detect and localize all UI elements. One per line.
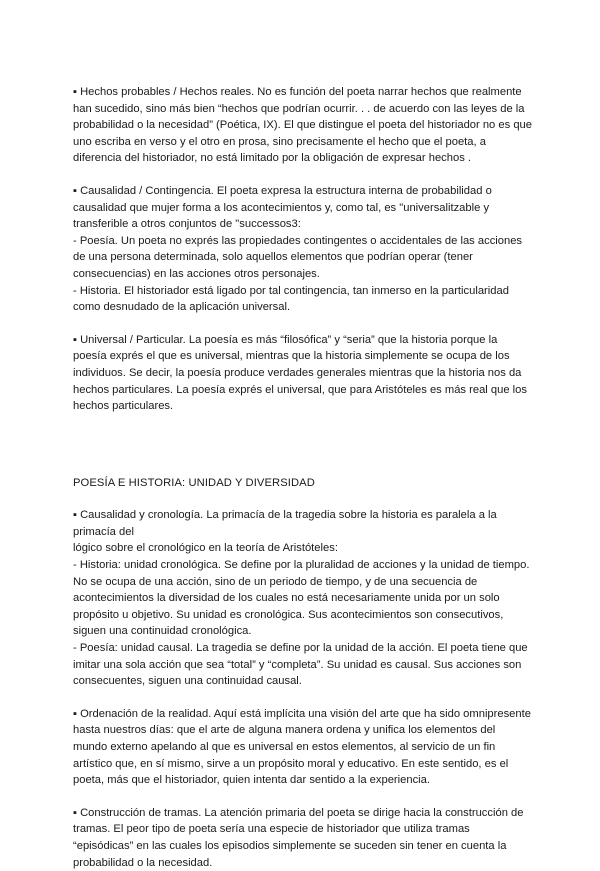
text-line: hechos particulares. La poesía exprés el universal, que para Aristóteles es más real que los: [73, 383, 527, 396]
paragraph-tramas: [73, 805, 530, 871]
text-line: - Poesía: unidad causal. La tragedia se define por la unidad de la acción. El poeta tiene que: [73, 642, 528, 655]
paragraph-spacer: [73, 690, 530, 706]
paragraph-spacer: [73, 789, 530, 805]
paragraph-spacer: [73, 316, 530, 332]
text-line: mundo externo apelando al que es universal en estos elementos, al servicio de un fin: [73, 741, 496, 753]
text-line: No se ocupa de una acción, sino de un periodo de tiempo, y de una secuencia de: [73, 575, 478, 588]
text-line: poesía exprés el que es universal, mientras que la historia simplemente se ocupa de los: [73, 350, 510, 363]
text-line: transferible a otros conjuntos de "successos3:: [73, 218, 301, 231]
text-line: - Historia: unidad cronológica. Se define por la pluralidad de acciones y la unidad de tiempo.: [73, 559, 530, 572]
text-line: artístico que, en sí mismo, sirve a un propósito moral y educativo. En este sentido, es el: [73, 757, 509, 770]
paragraph-universal: [73, 332, 530, 415]
text-line: ▪ Universal / Particular. La poesía es más “filosófica” y “seria” que la historia porque la: [73, 333, 498, 346]
paragraph-causalidad: [73, 183, 530, 316]
text-line: acontecimientos la diversidad de los cuales no está necesariamente unida por un solo: [73, 592, 500, 605]
text-line: causalidad que mujer forma a los acontecimientos y, como tal, es "universalitzable y: [73, 201, 490, 214]
text-line: hasta nuestros días: que el arte de alguna manera ordena y unifica los elementos del: [73, 724, 496, 737]
text-line: tramas. El peor tipo de poeta sería una especie de historiador que utiliza tramas: [73, 823, 470, 836]
text-line: imitar una sola acción que sea “total” y “completa”. Su unidad es causal. Sus acciones son: [73, 658, 522, 671]
paragraph-hechos: [73, 84, 530, 167]
text-line: de una persona determinada, solo aquellos elementos que podrían operar (tener: [73, 251, 473, 264]
text-line: propósito u objetivo. Su unidad es cronológica. Sus acontecimientos son consecutivos,: [73, 608, 504, 621]
text-line: han sucedido, sino más bien “hechos que podrían ocurrir. . . de acuerdo con las leyes de la: [73, 102, 525, 115]
section-heading: POESÍA E HISTORIA: UNIDAD Y DIVERSIDAD: [73, 476, 315, 489]
text-line: ▪ Construcción de tramas. La atención primaria del poeta se dirige hacia la construcción de: [73, 806, 524, 819]
paragraph-ordenacion: [73, 706, 530, 789]
text-line: ▪ Ordenación de la realidad. Aquí está implícita una visión del arte que ha sido omnipresente: [73, 707, 531, 720]
text-line: probabilidad o la necesidad.: [73, 856, 213, 869]
text-line: lógico sobre el cronológico en la teoría de Aristóteles:: [73, 542, 338, 555]
text-line: poeta, más que el historiador, quien intenta dar sentido a la experiencia.: [73, 774, 430, 787]
section-spacer: [73, 415, 530, 475]
text-line: probabilidad o la necesidad” (Poética, IX). El que distingue el poeta del historiador no es que: [73, 119, 532, 132]
text-line: ▪ Causalidad y cronología. La primacía de la tragedia sobre la historia es paralela a la: [73, 509, 497, 522]
text-line: hechos particulares.: [73, 400, 174, 413]
text-line: - Poesía. Un poeta no exprés las propiedades contingentes o accidentales de las acciones: [73, 234, 523, 247]
text-line: diferencia del historiador, no está limitado por la obligación de expresar hechos .: [73, 152, 472, 165]
text-line: siguen una continuidad cronológica.: [73, 625, 252, 638]
text-line: - Historia. El historiador está ligado por tal contingencia, tan inmerso en la particularidad: [73, 284, 509, 297]
text-line: “episódicas” en las cuales los episodios simplemente se suceden sin tener en cuenta la: [73, 839, 507, 852]
text-line: individuos. Se decir, la poesía produce verdades generales mientras que la historia nos da: [73, 366, 522, 379]
text-line: ▪ Causalidad / Contingencia. El poeta expresa la estructura interna de probabilidad o: [73, 184, 492, 197]
text-line: consecuencias) en las acciones otros personajes.: [73, 267, 320, 280]
paragraph-spacer: [73, 491, 530, 507]
text-line: consecuentes, siguen una continuidad causal.: [73, 675, 302, 688]
text-line: ▪ Hechos probables / Hechos reales. No es función del poeta narrar hechos que realmente: [73, 86, 522, 98]
text-line: como desnudado de la aplicación universal.: [73, 301, 291, 314]
paragraph-cronologia: [73, 507, 530, 690]
text-line: uno escriba en verso y el otro en prosa, sino precisamente el hecho que el poeta, a: [73, 135, 486, 148]
text-line: primacía del: [73, 525, 134, 538]
paragraph-spacer: [73, 167, 530, 183]
